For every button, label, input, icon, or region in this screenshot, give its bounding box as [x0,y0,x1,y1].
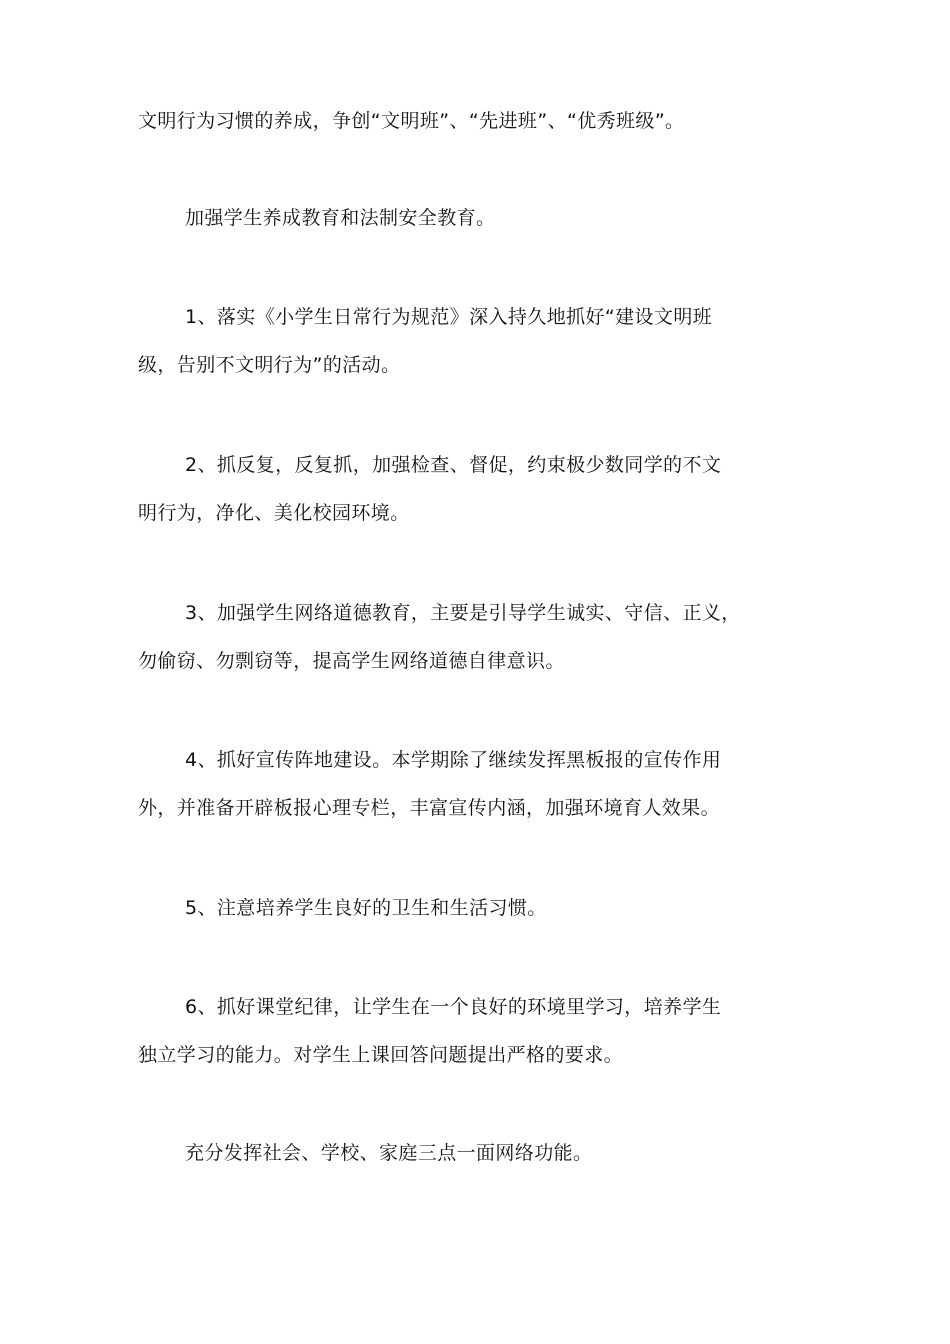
list-item-4-line-1: 4、抓好宣传阵地建设。本学期除了继续发挥黑板报的宣传作用 [185,749,722,771]
list-item-2-line-2: 明行为，净化、美化校园环境。 [138,502,410,524]
list-item-6-line-2: 独立学习的能力。对学生上课回答问题提出严格的要求。 [138,1044,624,1066]
list-item-1-line-2: 级，告别不文明行为”的活动。 [138,354,401,376]
list-item-1-line-1: 1、落实《小学生日常行为规范》深入持久地抓好“建设文明班 [185,306,713,328]
closing-paragraph: 充分发挥社会、学校、家庭三点一面网络功能。 [185,1142,593,1164]
text-line: 文明行为习惯的养成，争创“文明班”、“先进班”、“优秀班级”。 [138,110,685,132]
list-item-4-line-2: 外，并准备开辟板报心理专栏，丰富宣传内涵，加强环境育人效果。 [138,797,721,819]
list-item-6-line-1: 6、抓好课堂纪律，让学生在一个良好的环境里学习，培养学生 [185,996,722,1018]
section-heading: 加强学生养成教育和法制安全教育。 [185,207,496,229]
list-item-2-line-1: 2、抓反复，反复抓，加强检查、督促，约束极少数同学的不文 [185,454,722,476]
list-item-5: 5、注意培养学生良好的卫生和生活习惯。 [185,897,547,919]
list-item-3-line-2: 勿偷窃、勿剽窃等，提高学生网络道德自律意识。 [138,650,565,672]
list-item-3-line-1: 3、加强学生网络道德教育，主要是引导学生诚实、守信、正义， [185,602,741,624]
